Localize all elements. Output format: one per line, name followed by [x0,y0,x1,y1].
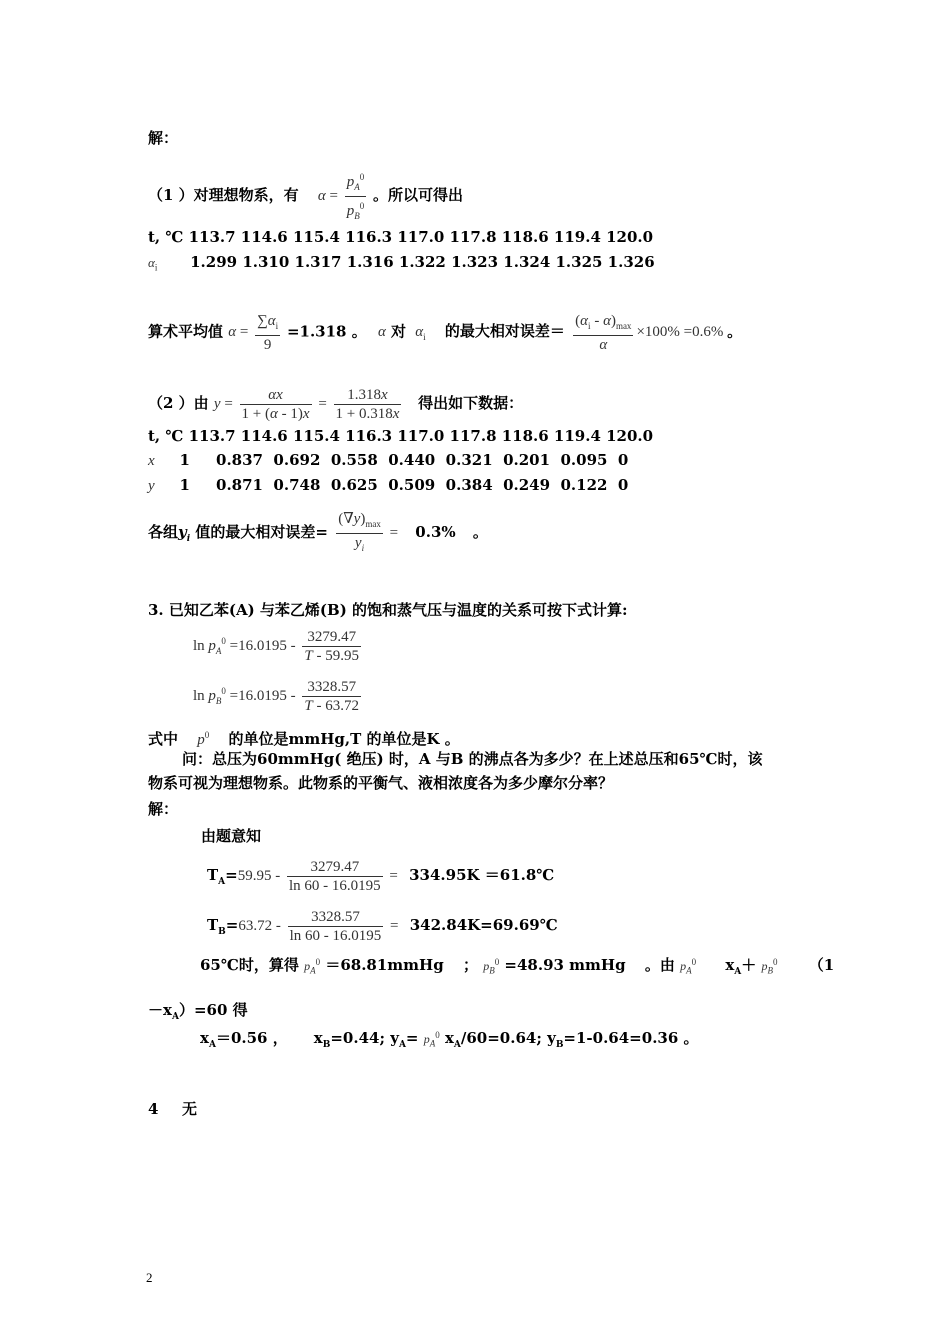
temperature-row-2: t, ℃ 113.7 114.6 115.4 116.3 117.0 117.8 118.6 119.4 120.0 [148,427,654,445]
max-error-label: 的最大相对误差＝ [444,322,565,341]
page-number: 2 [146,1270,153,1285]
x-row: x 1 0.837 0.692 0.558 0.440 0.321 0.201 0.095 0 [148,451,629,469]
question-3-title: 3. 已知乙苯(A) 与苯乙烯(B) 的饱和蒸气压与温度的关系可按下式计算: [148,601,628,619]
alpha-row [148,252,655,278]
part1-line [148,168,463,225]
dui-text: 对 [391,322,407,341]
part1-prefix: （1 ）对理想物系，有 [148,185,299,204]
question-line-2: 物系可视为理想物系。此物系的平衡气、液相浓度各为多少摩尔分率？ [148,774,614,792]
y-row: y 1 0.871 0.748 0.625 0.509 0.384 0.249 0.122 0 [148,476,629,494]
by-question: 由题意知 [201,827,262,845]
temperature-row-1: t, ℃ 113.7 114.6 115.4 116.3 117.0 117.8 118.6 119.4 120.0 [148,228,654,246]
question-4-text: 无 [182,1100,198,1118]
TB-result: 342.84K=69.69℃ [409,915,558,934]
TA-line: $T_A=59.95$ - $\frac{3279.47}{\ln 60 - 16.0195}$ = 334.95K ＝61.8℃ [207,859,555,894]
x-values: 1 0.837 0.692 0.558 0.440 0.321 0.201 0.095 0 [179,451,629,469]
solution-label-1: 解： [148,129,179,147]
part2-line [148,386,523,423]
TA-result: 334.95K ＝61.8℃ [409,865,555,884]
question-4-number: 4 [148,1100,159,1118]
final-result-line: $x_A=0.56$ ， $x_B=0.44$; $y_A= p_A^0$ $x_A/60=0.64$; $y_B=1-0.64=0.36$ 。 [200,1029,699,1050]
alpha-symbol: $\alpha_i$ [148,255,158,273]
alpha-values: 1.299 1.310 1.317 1.316 1.322 1.323 1.324 1.325 1.326 [190,253,655,271]
mean-line: 算术平均值 α = $\frac{\sum\alpha_i}{9}$ =1.318 。 α 对 $\alpha_i$ 的最大相对误差＝ $\frac{(\alpha_i - \alpha)_{max}}{\alpha}$ ×100% =0.6% 。 [148,313,743,353]
yi-error-value: 0.3% [415,522,456,541]
part1-suffix: 。所以可得出 [373,185,464,204]
max-error-formula: $\frac{(\alpha_i - \alpha)_{max}}{\alpha}$ ×100% =0.6% [575,313,724,353]
y-x-relation: y = $\frac{\alpha x}{1 + (\alpha - 1)x}$ = $\frac{1.318x}{1 + 0.318x}$ [213,387,400,422]
mean-formula: α = $\frac{\sum\alpha_i}{9}$ [228,313,279,353]
mean-value: =1.318 。 [286,322,367,341]
equation-A: $\ln p_A^0 =16.0195$ - $\frac{3279.47}{T - 59.95}$ [193,629,359,664]
y-values: 1 0.871 0.748 0.625 0.509 0.384 0.249 0.122 0 [179,476,629,494]
minus-xA-line: $-x_A)=60$ 得 [148,1001,248,1022]
TB-line: $T_B=63.72$ - $\frac{3328.57}{\ln 60 - 16.0195}$ = 342.84K=69.69℃ [207,909,558,944]
solution-label-2: 解： [148,800,179,818]
alpha-definition: α = $\frac{p_A^0}{p_B^0}$ [318,188,373,204]
equation-B: $\ln p_B^0 =16.0195$ - $\frac{3328.57}{T - 63.72}$ [193,679,359,714]
part2-prefix: （2 ）由 [148,393,209,412]
part2-suffix: 得出如下数据： [418,393,524,412]
yi-error-line: 各组$y_i$ 值的最大相对误差= $\frac{(\nabla y)_{max}}{y_i}$ = 0.3% 。 [148,511,488,553]
units-line: 式中 $p^0$ 的单位是mmHg,T 的单位是K 。 [148,730,460,748]
mean-label: 算术平均值 [148,322,224,341]
question-line-1: 问：总压为60mmHg( 绝压) 时，A 与B 的沸点各为多少？在上述总压和65℃时，该 [182,750,763,768]
at-65-line: 65℃时，算得 $p_A^0$ ＝68.81mmHg ； $p_B^0 =48.93$ mmHg 。由 $p_A^0$ $x_A+ p_B^0$ （1 [200,956,835,977]
